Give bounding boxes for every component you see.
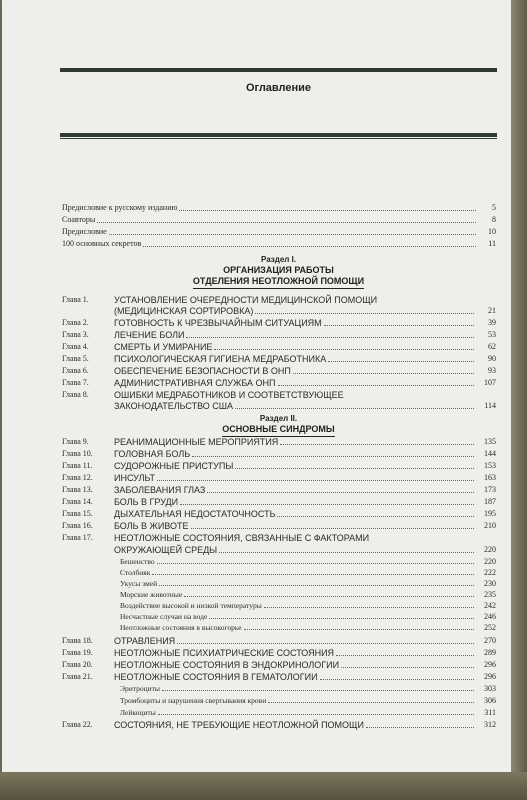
chapter-page: 114 [484,401,496,410]
leader-dots [328,360,474,362]
chapter-entry [62,390,496,400]
toc-entry-page: 8 [492,215,496,224]
leader-dots [320,678,474,680]
subentry-label: Воздействие высокой и низкой температуры [120,601,262,610]
section-number: Раздел I. [260,255,297,264]
chapter-page: 53 [488,330,496,339]
chapter-entry [62,521,496,531]
subentry [120,579,496,588]
chapter-entry [62,636,496,646]
leader-dots [157,562,474,564]
chapter-title: ДЫХАТЕЛЬНАЯ НЕДОСТАТОЧНОСТЬ [114,509,276,519]
chapter-entry [62,378,496,388]
chapter-title-cont: ЗАКОНОДАТЕЛЬСТВО США [114,401,234,411]
subentry-page: 220 [484,557,496,566]
chapter-page: 62 [488,342,496,351]
chapter-number: Глава 11. [62,461,93,470]
chapter-title: НЕОТЛОЖНЫЕ ПСИХИАТРИЧЕСКИЕ СОСТОЯНИЯ [114,648,335,658]
chapter-page: 220 [484,545,496,554]
chapter-page: 296 [484,660,496,669]
top-rule [60,68,497,72]
chapter-title: АДМИНИСТРАТИВНАЯ СЛУЖБА ОНП [114,378,276,388]
table-surface [0,772,527,800]
chapter-entry [62,485,496,495]
leader-dots [214,348,474,350]
chapter-title: БОЛЬ В ЖИВОТЕ [114,521,189,531]
chapter-entry-cont [114,545,496,555]
chapter-title: ОБЕСПЕЧЕНИЕ БЕЗОПАСНОСТИ В ОНП [114,366,291,376]
leader-dots [235,407,474,409]
subentry-page: 242 [484,601,496,610]
leader-dots [278,384,474,386]
leader-dots [162,689,474,691]
subentry-label: Морские животные [120,590,183,599]
subentry-label: Несчастные случаи на воде [120,612,208,621]
chapter-page: 21 [488,306,496,315]
toc-entry-page: 5 [492,203,496,212]
subentry [120,684,496,693]
leader-dots [158,713,474,715]
leader-dots [184,595,474,597]
chapter-page: 210 [484,521,496,530]
chapter-entry [62,330,496,340]
section-title: ОСНОВНЫЕ СИНДРОМЫ [222,424,334,437]
chapter-page: 173 [484,485,496,494]
chapter-number: Глава 22. [62,720,93,729]
subentry-page: 235 [484,590,496,599]
chapter-title: НЕОТЛОЖНЫЕ СОСТОЯНИЯ В ГЕМАТОЛОГИИ [114,672,318,682]
leader-dots [209,617,474,619]
chapter-page: 153 [484,461,496,470]
chapter-number: Глава 21. [62,672,93,681]
chapter-entry [62,342,496,352]
leader-dots [152,573,474,575]
chapter-page: 270 [484,636,496,645]
chapter-number: Глава 16. [62,521,93,530]
chapter-entry [62,509,496,519]
chapter-title: БОЛЬ В ГРУДИ [114,497,179,507]
chapter-page: 289 [484,648,496,657]
leader-dots [143,245,476,247]
leader-dots [255,312,474,314]
leader-dots [268,701,474,703]
chapter-title: ГОТОВНОСТЬ К ЧРЕЗВЫЧАЙНЫМ СИТУАЦИЯМ [114,318,322,328]
leader-dots [180,503,474,505]
leader-dots [109,233,476,235]
chapter-entry-cont [114,401,496,411]
chapter-entry [62,437,496,447]
chapter-number: Глава 1. [62,295,89,304]
leader-dots [207,491,474,493]
chapter-entry-cont [114,306,496,316]
toc-entry-label: Предисловие [62,227,107,236]
chapter-page: 135 [484,437,496,446]
chapter-entry [62,672,496,682]
chapter-number: Глава 8. [62,390,89,399]
toc-entry-page: 11 [488,239,496,248]
subentry-page: 222 [484,568,496,577]
subentry-label: Лейкоциты [120,708,156,717]
chapter-title: ЛЕЧЕНИЕ БОЛИ [114,330,185,340]
chapter-page: 195 [484,509,496,518]
chapter-entry [62,533,496,543]
chapter-entry [62,318,496,328]
chapter-page: 107 [484,378,496,387]
leader-dots [336,654,474,656]
section-title-line2: ОТДЕЛЕНИЯ НЕОТЛОЖНОЙ ПОМОЩИ [193,276,364,289]
subentry-label: Столбняк [120,568,151,577]
subentry [120,708,496,717]
toc-entry [62,201,496,213]
chapter-number: Глава 9. [62,437,89,446]
chapter-entry [62,295,496,305]
chapter-entry [62,473,496,483]
chapter-page: 163 [484,473,496,482]
chapter-entry [62,354,496,364]
subentry [120,696,496,705]
chapter-entry [62,449,496,459]
leader-dots [366,726,474,728]
subentry [120,612,496,621]
chapter-title: НЕОТЛОЖНЫЕ СОСТОЯНИЯ В ЭНДОКРИНОЛОГИИ [114,660,340,670]
toc-entry-page: 10 [488,227,496,236]
chapter-entry [62,648,496,658]
chapter-number: Глава 18. [62,636,93,645]
chapter-number: Глава 20. [62,660,93,669]
chapter-number: Глава 12. [62,473,93,482]
subentry [120,557,496,566]
leader-dots [179,209,476,211]
chapter-entry [62,366,496,376]
chapter-title: УСТАНОВЛЕНИЕ ОЧЕРЕДНОСТИ МЕДИЦИНСКОЙ ПОМОЩИ [114,295,378,305]
toc-entry [62,237,496,249]
chapter-number: Глава 10. [62,449,93,458]
chapter-page: 39 [488,318,496,327]
chapter-page: 312 [484,720,496,729]
chapter-title: РЕАНИМАЦИОННЫЕ МЕРОПРИЯТИЯ [114,437,279,447]
leader-dots [324,324,474,326]
chapter-number: Глава 6. [62,366,89,375]
leader-dots [186,336,474,338]
heading-rule [60,133,497,137]
leader-dots [277,515,474,517]
chapter-number: Глава 13. [62,485,93,494]
toc-entry [62,213,496,225]
leader-dots [157,479,474,481]
leader-dots [244,628,474,630]
chapter-page: 187 [484,497,496,506]
section-heading [60,255,497,289]
leader-dots [341,666,474,668]
chapter-title: СУДОРОЖНЫЕ ПРИСТУПЫ [114,461,234,471]
subentry-page: 246 [484,612,496,621]
leader-dots [235,467,474,469]
chapter-entry [62,660,496,670]
chapter-title: СМЕРТЬ И УМИРАНИЕ [114,342,213,352]
chapter-page: 93 [488,366,496,375]
page-heading: Оглавление [245,82,312,94]
chapter-title: ПСИХОЛОГИЧЕСКАЯ ГИГИЕНА МЕДРАБОТНИКА [114,354,327,364]
section-title-line1: ОРГАНИЗАЦИЯ РАБОТЫ [223,265,334,275]
chapter-number: Глава 15. [62,509,93,518]
subentry-page: 303 [484,684,496,693]
chapter-title: СОСТОЯНИЯ, НЕ ТРЕБУЮЩИЕ НЕОТЛОЖНОЙ ПОМОЩИ [114,720,364,730]
chapter-number: Глава 19. [62,648,93,657]
leader-dots [264,606,474,608]
subentry-label: Неотложные состояния в высокогорье [120,623,242,632]
subentry [120,601,496,610]
heading-rule-thin [60,138,497,139]
leader-dots [97,221,476,223]
chapter-title-cont: ОКРУЖАЮЩЕЙ СРЕДЫ [114,545,218,555]
chapter-title: ИНСУЛЬТ [114,473,155,483]
subentry-label: Эритроциты [120,684,160,693]
chapter-number: Глава 3. [62,330,89,339]
subentry-page: 252 [484,623,496,632]
chapter-title-cont: (МЕДИЦИНСКАЯ СОРТИРОВКА) [114,306,254,316]
chapter-page: 144 [484,449,496,458]
chapter-number: Глава 14. [62,497,93,506]
chapter-number: Глава 4. [62,342,89,351]
chapter-number: Глава 2. [62,318,89,327]
toc-entry-label: Предисловие к русскому изданию [62,203,178,212]
chapter-entry [62,497,496,507]
subentry-page: 306 [484,696,496,705]
subentry-label: Тромбоциты и нарушения свертывания крови [120,696,267,705]
chapter-title: НЕОТЛОЖНЫЕ СОСТОЯНИЯ, СВЯЗАННЫЕ С ФАКТОРАМИ [114,533,370,543]
chapter-page: 296 [484,672,496,681]
chapter-page: 90 [488,354,496,363]
chapter-title: ОШИБКИ МЕДРАБОТНИКОВ И СООТВЕТСТВУЮЩЕЕ [114,390,344,400]
subentry-page: 230 [484,579,496,588]
leader-dots [159,584,474,586]
subentry-label: Укусы змей [120,579,158,588]
section-number: Раздел II. [259,414,298,423]
chapter-entry [62,461,496,471]
chapter-title: ГОЛОВНАЯ БОЛЬ [114,449,191,459]
leader-dots [192,455,474,457]
chapter-title: ЗАБОЛЕВАНИЯ ГЛАЗ [114,485,206,495]
leader-dots [293,372,474,374]
subentry [120,568,496,577]
leader-dots [191,527,474,529]
leader-dots [280,443,474,445]
chapter-number: Глава 5. [62,354,89,363]
chapter-entry [62,720,496,730]
chapter-number: Глава 17. [62,533,93,542]
toc-entry-label: 100 основных секретов [62,239,142,248]
book-page [2,0,511,772]
chapter-title: ОТРАВЛЕНИЯ [114,636,176,646]
toc-entry-label: Соавторы [62,215,96,224]
subentry [120,623,496,632]
section-heading [60,414,497,437]
toc-entry [62,225,496,237]
subentry-page: 311 [484,708,496,717]
subentry-label: Бешенство [120,557,155,566]
leader-dots [219,551,474,553]
subentry [120,590,496,599]
book-edge [511,0,527,800]
leader-dots [177,642,474,644]
chapter-number: Глава 7. [62,378,89,387]
